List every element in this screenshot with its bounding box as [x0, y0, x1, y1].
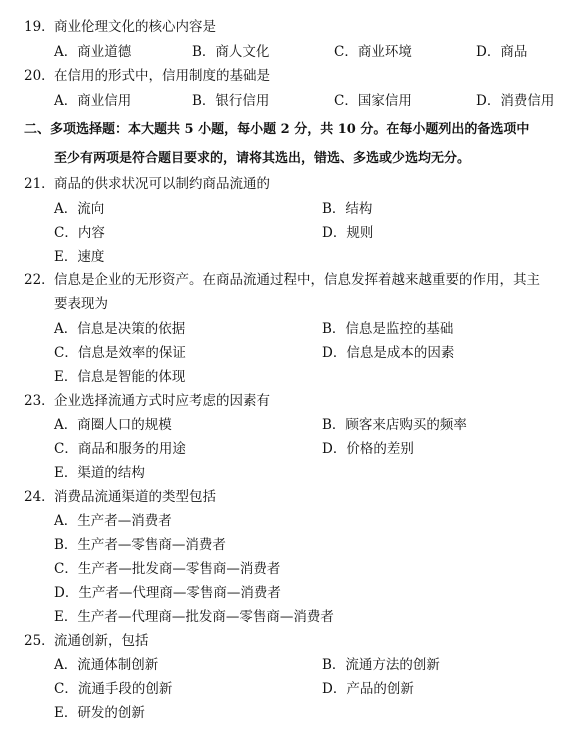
option-a: A．生产者—消费者 — [54, 513, 172, 529]
option-c: C．信息是效率的保证 — [54, 345, 186, 361]
option-b: B．结构 — [322, 201, 373, 217]
question-text: 流通创新，包括 — [54, 633, 149, 649]
option-b: B．顾客来店购买的频率 — [322, 417, 467, 433]
option-c: C．流通手段的创新 — [54, 681, 173, 697]
question-text: 商业伦理文化的核心内容是 — [54, 19, 216, 35]
option-d: D．商品 — [476, 44, 528, 60]
option-a: A．流向 — [54, 201, 105, 217]
option-c: C．商业环境 — [334, 44, 412, 60]
option-d: D．产品的创新 — [322, 681, 414, 697]
option-a: A．商圈人口的规模 — [54, 417, 172, 433]
section-heading: 二、多项选择题：本大题共 5 小题，每小题 2 分，共 10 分。在每小题列出的备选项中 — [24, 122, 530, 137]
question-number: 21． — [24, 176, 55, 192]
question-number: 23． — [24, 393, 55, 409]
option-e: E．渠道的结构 — [54, 465, 145, 481]
option-e: E．生产者—代理商—批发商—零售商—消费者 — [54, 609, 334, 625]
option-d: D．规则 — [322, 225, 374, 241]
option-b: B．生产者—零售商—消费者 — [54, 537, 226, 553]
option-d: D．信息是成本的因素 — [322, 345, 455, 361]
option-c: C．国家信用 — [334, 93, 412, 109]
option-e: E．速度 — [54, 249, 105, 265]
option-a: A．流通体制创新 — [54, 657, 159, 673]
question-number: 24． — [24, 489, 55, 505]
question-text: 信息是企业的无形资产。在商品流通过程中，信息发挥着越来越重要的作用，其主 — [54, 272, 540, 288]
option-b: B．信息是监控的基础 — [322, 321, 454, 337]
option-b: B．银行信用 — [192, 93, 270, 109]
question-text-continued: 要表现为 — [54, 296, 108, 312]
question-number: 25． — [24, 633, 55, 649]
option-b: B．流通方法的创新 — [322, 657, 440, 673]
option-a: A．商业信用 — [54, 93, 132, 109]
question-number: 19． — [24, 19, 55, 35]
question-number: 20． — [24, 68, 55, 84]
question-number: 22． — [24, 272, 55, 288]
option-d: D．价格的差别 — [322, 441, 414, 457]
option-c: C．商品和服务的用途 — [54, 441, 186, 457]
question-text: 商品的供求状况可以制约商品流通的 — [54, 176, 270, 192]
option-d: D．消费信用 — [476, 93, 555, 109]
question-text: 企业选择流通方式时应考虑的因素有 — [54, 393, 270, 409]
option-c: C．生产者—批发商—零售商—消费者 — [54, 561, 281, 577]
option-e: E．研发的创新 — [54, 705, 145, 721]
option-c: C．内容 — [54, 225, 105, 241]
option-b: B．商人文化 — [192, 44, 270, 60]
question-text: 在信用的形式中，信用制度的基础是 — [54, 68, 270, 84]
option-a: A．商业道德 — [54, 44, 132, 60]
question-text: 消费品流通渠道的类型包括 — [54, 489, 216, 505]
option-a: A．信息是决策的依据 — [54, 321, 186, 337]
option-d: D．生产者—代理商—零售商—消费者 — [54, 585, 281, 601]
section-instructions: 至少有两项是符合题目要求的，请将其选出，错选、多选或少选均无分。 — [54, 151, 471, 166]
option-e: E．信息是智能的体现 — [54, 369, 186, 385]
